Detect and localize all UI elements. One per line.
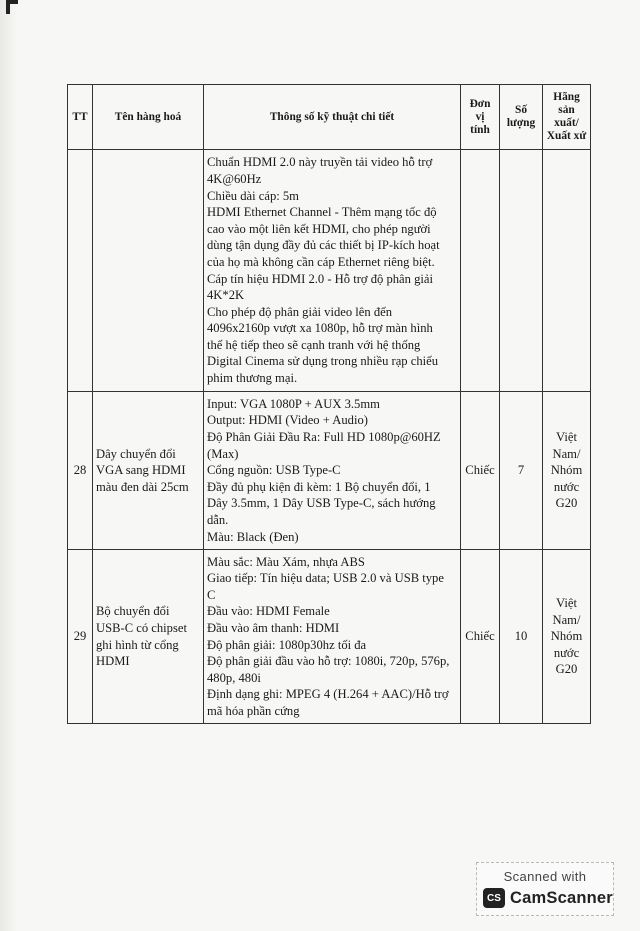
origin-line: Việt — [556, 596, 577, 611]
header-origin-line: Xuất xứ — [546, 130, 587, 142]
cell-specification — [204, 150, 461, 392]
spec-line: Chuẩn HDMI 2.0 này truyền tải video hỗ trợ — [207, 155, 433, 170]
cell-unit — [461, 150, 500, 392]
cell-origin — [543, 550, 591, 724]
origin-line: nước — [553, 645, 580, 660]
spec-line: Output: HDMI (Video + Audio) — [207, 413, 368, 428]
origin-line: Nhóm — [550, 629, 583, 644]
spec-line: Đầu vào: HDMI Female — [207, 604, 330, 619]
spec-line: thế hệ tiếp theo sẽ cạnh tranh với hệ thống — [207, 337, 421, 352]
header-unit-line: tính — [470, 123, 490, 136]
product-name-line: VGA sang HDMI — [96, 463, 186, 478]
cell-origin — [543, 150, 591, 392]
spec-line: mã hóa phần cứng — [207, 703, 300, 718]
header-name: Tên hàng hoá — [93, 85, 204, 150]
spec-line: Màu sắc: Màu Xám, nhựa ABS — [207, 554, 365, 569]
cell-quantity: 7 — [500, 392, 543, 550]
spec-line: cao vào một liên kết HDMI, cho phép người — [207, 221, 431, 236]
spec-line: Màu: Black (Đen) — [207, 529, 299, 544]
spec-line: Đầy đủ phụ kiện đi kèm: 1 Bộ chuyển đổi, 1 — [207, 479, 431, 494]
cell-product-name — [93, 550, 204, 724]
camscanner-icon: CS — [483, 888, 505, 908]
cell-unit: Chiếc — [461, 392, 500, 550]
header-origin — [543, 85, 591, 150]
spec-line: Digital Cinema sử dụng trong nhiều rạp chiếu — [207, 354, 439, 369]
cell-quantity: 10 — [500, 550, 543, 724]
header-origin-line: xuất/ — [554, 117, 579, 129]
spec-line: 4096x2160p vượt xa 1080p, hỗ trợ màn hình — [207, 321, 433, 336]
product-name-line: Bộ chuyển đổi — [96, 604, 170, 619]
spec-line: Đầu vào âm thanh: HDMI — [207, 620, 340, 635]
scan-corner-mark — [6, 0, 10, 14]
spec-line: HDMI Ethernet Channel - Thêm mạng tốc độ — [207, 205, 437, 220]
header-tt: TT — [68, 85, 93, 150]
camscanner-logo — [483, 888, 613, 908]
spec-line: Độ phân giải: 1080p30hz tối đa — [207, 637, 367, 652]
spec-line: C — [207, 587, 216, 602]
product-name-line: HDMI — [96, 654, 130, 669]
spec-line: Cổng nguồn: USB Type-C — [207, 463, 341, 478]
cell-tt: 29 — [68, 550, 93, 724]
cell-quantity — [500, 150, 543, 392]
table-row — [68, 392, 591, 550]
header-origin-line: Hãng — [553, 91, 580, 103]
spec-line: dùng tận dụng đầy đủ các thiết bị IP-kích hoạt — [207, 238, 440, 253]
origin-line: nước — [553, 479, 580, 494]
spec-line: 4K*2K — [207, 288, 245, 303]
cell-specification — [204, 392, 461, 550]
cell-specification — [204, 550, 461, 724]
camscanner-brand: CamScanner — [510, 888, 613, 907]
header-spec: Thông số kỹ thuật chi tiết — [204, 85, 461, 150]
spec-line: Độ Phân Giải Đầu Ra: Full HD 1080p@60HZ — [207, 430, 441, 445]
page-edge-shadow — [0, 0, 18, 931]
header-qty-line: Số — [514, 104, 528, 116]
header-origin-line: sản — [558, 104, 575, 116]
spec-line: Cho phép độ phân giải video lên đến — [207, 304, 393, 319]
header-qty — [500, 85, 543, 150]
cell-origin — [543, 392, 591, 550]
spec-line: 4K@60Hz — [207, 171, 262, 186]
header-unit — [461, 85, 500, 150]
spec-line: 480p, 480i — [207, 670, 261, 685]
origin-line: G20 — [555, 662, 578, 677]
cell-product-name — [93, 150, 204, 392]
scanned-with-text: Scanned with — [503, 869, 587, 884]
spec-line: Dây 3.5mm, 1 Dây USB Type-C, sách hướng — [207, 496, 436, 511]
origin-line: Nam/ — [552, 446, 581, 461]
table-row — [68, 150, 591, 392]
table-body — [68, 150, 591, 724]
spec-line: Giao tiếp: Tín hiệu data; USB 2.0 và USB type — [207, 571, 444, 586]
header-qty-line: lượng — [506, 117, 536, 129]
cell-tt: 28 — [68, 392, 93, 550]
origin-line: G20 — [555, 496, 578, 511]
spec-line: Định dạng ghi: MPEG 4 (H.264 + AAC)/Hỗ trợ — [207, 687, 449, 702]
spec-line: Độ phân giải đầu vào hỗ trợ: 1080i, 720p, 576p, — [207, 654, 450, 669]
header-unit-line: Đơn — [469, 97, 491, 110]
spec-line: Input: VGA 1080P + AUX 3.5mm — [207, 396, 380, 411]
product-name-line: màu đen dài 25cm — [96, 479, 189, 494]
spec-line: Chiều dài cáp: 5m — [207, 188, 299, 203]
cell-product-name — [93, 392, 204, 550]
cell-unit: Chiếc — [461, 550, 500, 724]
table-row — [68, 550, 591, 724]
spec-line: Cáp tín hiệu HDMI 2.0 - Hỗ trợ độ phân giải — [207, 271, 433, 286]
origin-line: Nam/ — [552, 612, 581, 627]
camscanner-watermark — [476, 862, 614, 916]
product-name-line: Dây chuyển đổi — [96, 446, 176, 461]
spec-line: (Max) — [207, 446, 239, 461]
spec-line: của họ mà không cần cáp Ethernet riêng biệt. — [207, 254, 435, 269]
origin-line: Nhóm — [550, 463, 583, 478]
product-spec-table — [67, 84, 591, 724]
origin-line: Việt — [556, 430, 577, 445]
product-name-line: USB-C có chipset — [96, 620, 187, 635]
spec-line: phim thương mại. — [207, 371, 298, 386]
cell-tt — [68, 150, 93, 392]
table-header-row — [68, 85, 591, 150]
spec-line: dẫn. — [207, 512, 229, 527]
header-unit-line: vị — [475, 110, 485, 123]
product-name-line: ghi hình từ cổng — [96, 637, 179, 652]
